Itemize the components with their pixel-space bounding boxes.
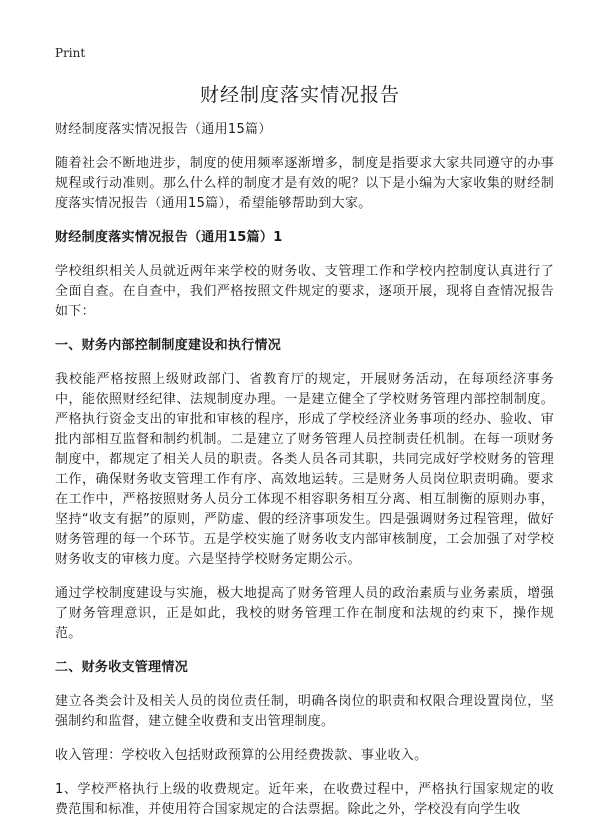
paragraph: 建立各类会计及相关人员的岗位责任制，明确各岗位的职责和权限合理设置岗位，坚强制约和监督，建立健全收费和支出管理制度。 bbox=[55, 694, 554, 729]
paragraph: 我校能严格按照上级财政部门、省教育厅的规定，开展财务活动，在每项经济事务中，能依照财经纪律、法规制度办理。一是建立健全了学校财务管理内部控制制度。严格执行资金支出的审批和审核的程序，形成了学校经济业务事项的经办、验收、审批内部相互监督和制约机制。二是建立了财务管理人员控制责任机制。在每一项财务制度中，都规定了相关人员的职责。各类人员各司其职，共同完成好学校财务的管理工作，确保财务收支管理工作有序、高效地运转。三是财务人员岗位职责明确。要求在工作中，严格按照财务人员分工体现不相容职务相互分离、相互制衡的原则办事，坚持“收支有据”的原则，严防虚、假的经济事项发生。四是强调财务过程管理，做好财务管理的每一个环节。五是学校实施了财务收支内部审核制度，工会加强了对学校财务收支的审核力度。六是坚持学校财务定期公示。 bbox=[55, 372, 554, 567]
document-body bbox=[55, 120, 554, 834]
page-title: 财经制度落实情况报告 bbox=[199, 84, 400, 106]
part-heading-1: 一、财务内部控制制度建设和执行情况 bbox=[55, 338, 282, 353]
document-subtitle: 财经制度落实情况报告（通用15篇） bbox=[55, 122, 272, 137]
paragraph: 收入管理：学校收入包括财政预算的公用经费拨款、事业收入。 bbox=[55, 748, 428, 763]
section-heading: 财经制度落实情况报告（通用15篇）1 bbox=[55, 230, 283, 245]
intro-paragraph: 随着社会不断地进步，制度的使用频率逐渐增多，制度是指要求大家共同遵守的办事规程或行动准则。那么什么样的制度才是有效的呢？以下是小编为大家收集的财经制度落实情况报告（通用15篇），希望能够帮助到大家。 bbox=[55, 156, 554, 211]
part-heading-2: 二、财务收支管理情况 bbox=[55, 660, 189, 675]
paragraph: 1、学校严格执行上级的收费规定。近年来，在收费过程中，严格执行国家规定的收费范围和标准，并使用符合国家规定的合法票据。除此之外，学校没有向学生收 bbox=[55, 782, 554, 817]
print-link[interactable]: Print bbox=[55, 46, 86, 60]
paragraph: 通过学校制度建设与实施，极大地提高了财务管理人员的政治素质与业务素质，增强了财务管理意识，正是如此，我校的财务管理工作在制度和法规的约束下，操作规范。 bbox=[55, 586, 554, 641]
paragraph: 学校组织相关人员就近两年来学校的财务收、支管理工作和学校内控制度认真进行了全面自查。在自查中，我们严格按照文件规定的要求，逐项开展，现将自查情况报告如下： bbox=[55, 264, 554, 319]
